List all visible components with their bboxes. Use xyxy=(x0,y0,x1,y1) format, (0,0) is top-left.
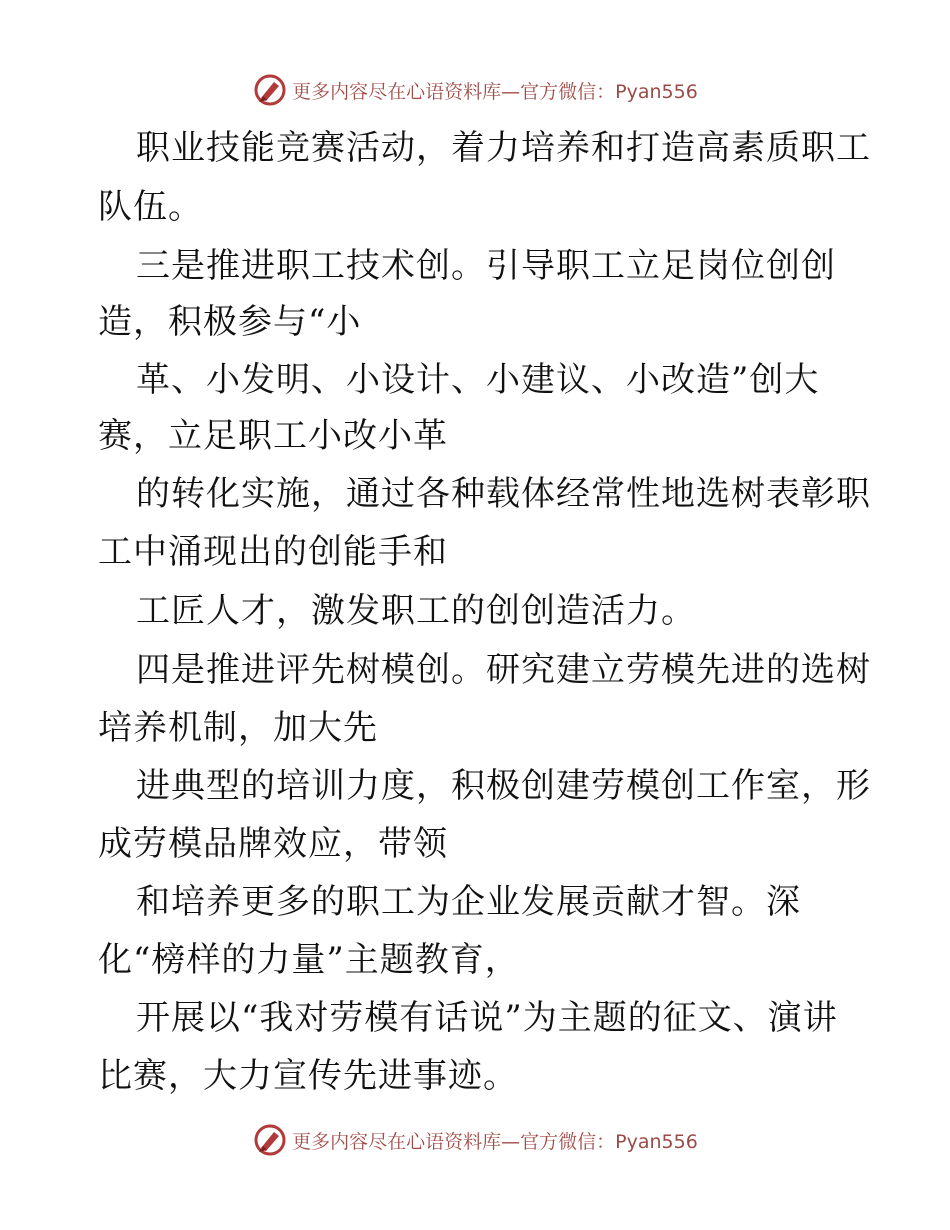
text-line: 的转化实施，通过各种载体经常性地选树表彰职 xyxy=(136,474,871,514)
text-line: 赛，立足职工小改小革 xyxy=(98,416,448,456)
watermark-wechat-id: Pyan556 xyxy=(615,1130,698,1153)
watermark-wechat-id: Pyan556 xyxy=(615,80,698,103)
pen-logo-icon xyxy=(252,72,288,108)
text-line: 和培养更多的职工为企业发展贡献才智。深 xyxy=(136,882,801,922)
text-line: 比赛，大力宣传先进事迹。 xyxy=(98,1056,518,1096)
text-line: 革、小发明、小设计、小建议、小改造”创大 xyxy=(136,360,820,400)
text-line: 工中涌现出的创能手和 xyxy=(98,532,448,572)
footer-watermark xyxy=(0,1118,950,1162)
text-line: 队伍。 xyxy=(98,187,203,227)
watermark-text: 更多内容尽在心语资料库—官方微信：Pyan556 xyxy=(292,80,698,103)
pen-logo-icon xyxy=(252,1122,288,1158)
text-line: 进典型的培训力度，积极创建劳模创工作室，形 xyxy=(136,766,871,806)
text-line: 培养机制，加大先 xyxy=(98,708,378,748)
text-line: 工匠人才，激发职工的创创造活力。 xyxy=(136,591,696,631)
text-line: 职业技能竞赛活动，着力培养和打造高素质职工 xyxy=(136,128,871,168)
watermark-text: 更多内容尽在心语资料库—官方微信：Pyan556 xyxy=(292,1130,698,1153)
text-line: 造，积极参与“小 xyxy=(98,302,362,342)
text-line: 三是推进职工技术创。引导职工立足岗位创创 xyxy=(136,246,836,286)
text-line: 四是推进评先树模创。研究建立劳模先进的选树 xyxy=(136,650,871,690)
header-watermark xyxy=(0,68,950,112)
text-line: 成劳模品牌效应，带领 xyxy=(98,824,448,864)
text-line: 开展以“我对劳模有话说”为主题的征文、演讲 xyxy=(136,998,838,1038)
text-line: 化“榜样的力量”主题教育， xyxy=(98,940,520,980)
